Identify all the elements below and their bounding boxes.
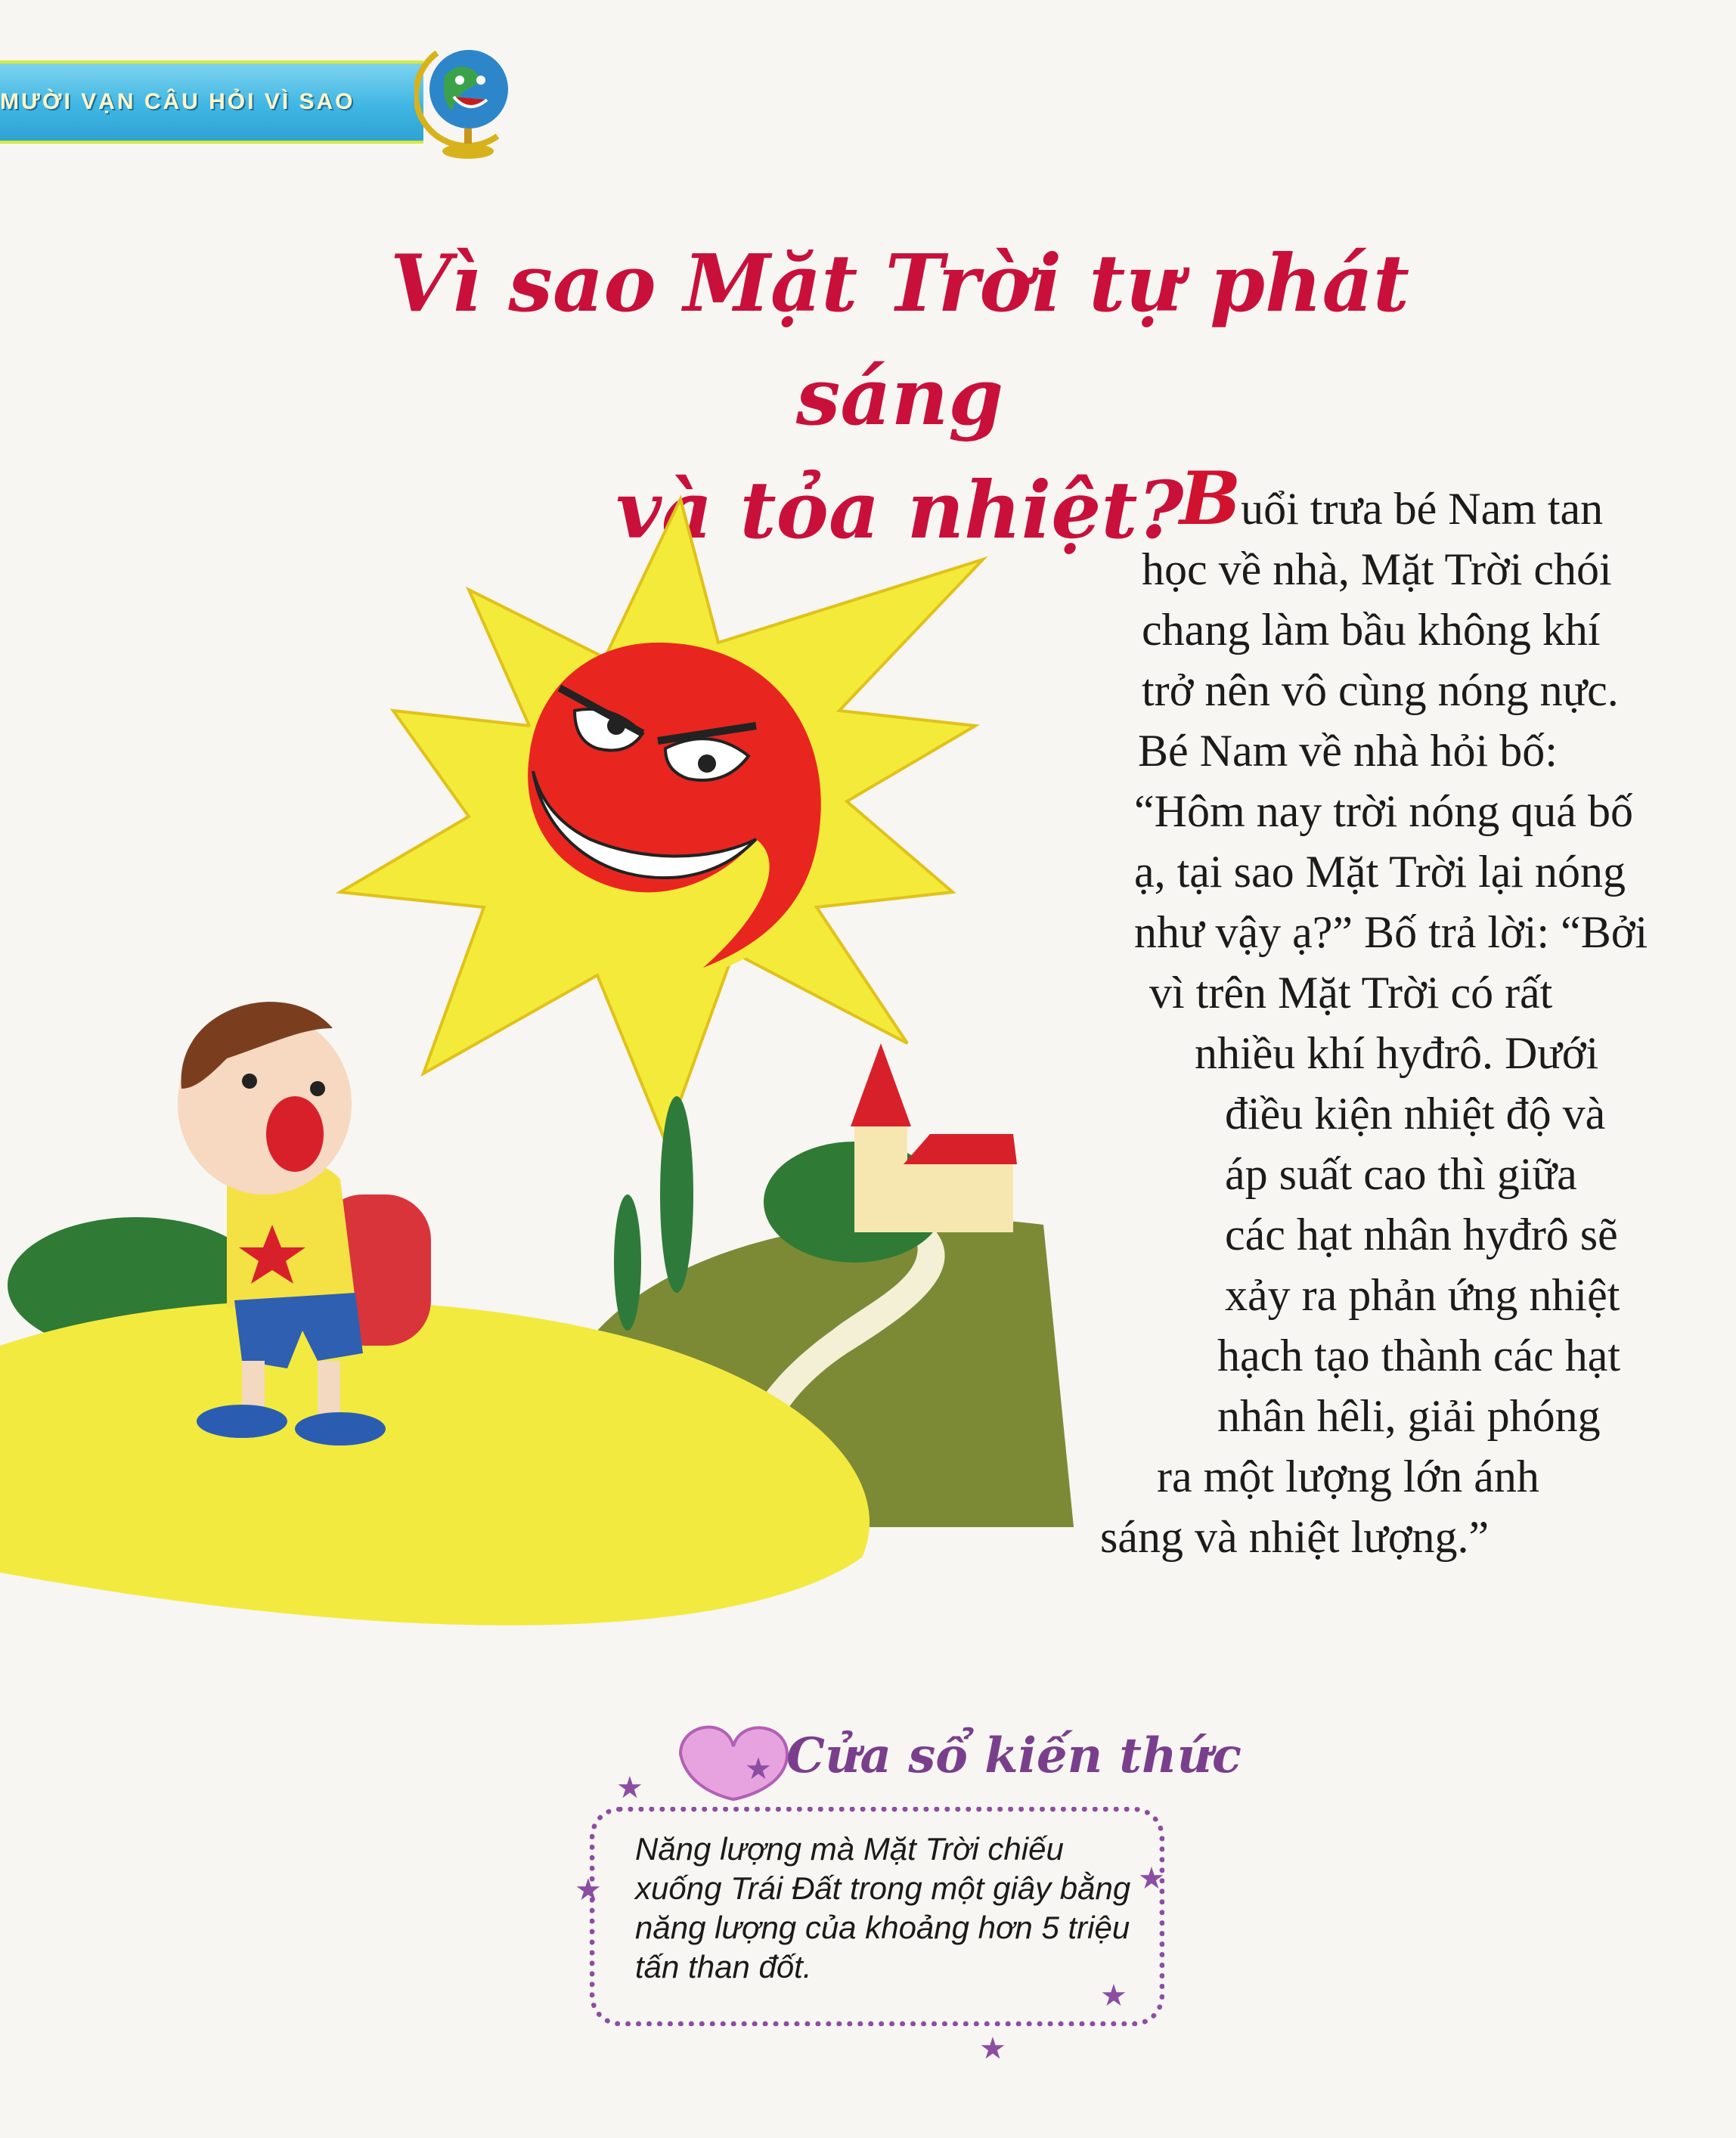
series-title: MƯỜI VẠN CÂU HỎI VÌ SAO	[0, 89, 355, 114]
story-line-17: ra một lượng lớn ánh	[1157, 1452, 1539, 1501]
star-icon: ★	[575, 1873, 602, 1907]
knowledge-line-2: xuống Trái Đất trong một giây bằng	[635, 1870, 1131, 1906]
knowledge-line-1: Năng lượng mà Mặt Trời chiếu	[635, 1831, 1064, 1867]
star-icon: ★	[616, 1771, 643, 1805]
knowledge-line-3: năng lượng của khoảng hơn 5 triệu	[635, 1910, 1130, 1945]
globe-mascot-icon	[414, 30, 520, 166]
drop-cap: B	[1180, 456, 1242, 541]
story-line-10: nhiều khí hyđrô. Dưới	[1195, 1028, 1599, 1078]
star-icon: ★	[979, 2031, 1006, 2065]
star-icon: ★	[1100, 1978, 1127, 2013]
star-icon: ★	[745, 1752, 772, 1786]
illustration-sun-and-boy	[0, 484, 1119, 1693]
story-line-15: hạch tạo thành các hạt	[1217, 1331, 1621, 1380]
story-line-7: ạ, tại sao Mặt Trời lại nóng	[1134, 847, 1626, 897]
story-line-13: các hạt nhân hyđrô sẽ	[1225, 1210, 1618, 1260]
story-line-2: học về nhà, Mặt Trời chói	[1142, 544, 1612, 594]
title-line-1: Vì sao Mặt Trời tự phát sáng	[390, 237, 1409, 443]
story-text	[1089, 456, 1709, 1567]
star-icon: ★	[1138, 1861, 1165, 1895]
knowledge-line-4: tấn than đốt.	[635, 1949, 812, 1985]
story-line-14: xảy ra phản ứng nhiệt	[1225, 1270, 1620, 1320]
story-line-11: điều kiện nhiệt độ và	[1225, 1089, 1606, 1139]
story-line-8: như vậy ạ?” Bố trả lời: “Bởi	[1134, 907, 1648, 957]
knowledge-box-title: Cửa sổ kiến thức	[786, 1727, 1242, 1784]
knowledge-box-text	[635, 1830, 1134, 1987]
story-line-16: nhân hêli, giải phóng	[1217, 1391, 1601, 1441]
sun-icon	[340, 499, 983, 1142]
story-line-1: Buổi trưa bé Nam tan	[1180, 456, 1604, 541]
story-line-9: vì trên Mặt Trời có rất	[1149, 968, 1553, 1018]
story-line-12: áp suất cao thì giữa	[1225, 1149, 1577, 1199]
story-line-6: “Hôm nay trời nóng quá bố	[1134, 786, 1633, 836]
story-line-4: trở nên vô cùng nóng nực.	[1142, 665, 1619, 715]
story-line-3: chang làm bầu không khí	[1142, 605, 1601, 655]
title-line-2: và tỏa nhiệt?	[615, 463, 1184, 556]
story-line-18: sáng và nhiệt lượng.”	[1100, 1512, 1490, 1562]
church-icon	[851, 1043, 1017, 1232]
story-line-5: Bé Nam về nhà hỏi bố:	[1138, 726, 1558, 776]
